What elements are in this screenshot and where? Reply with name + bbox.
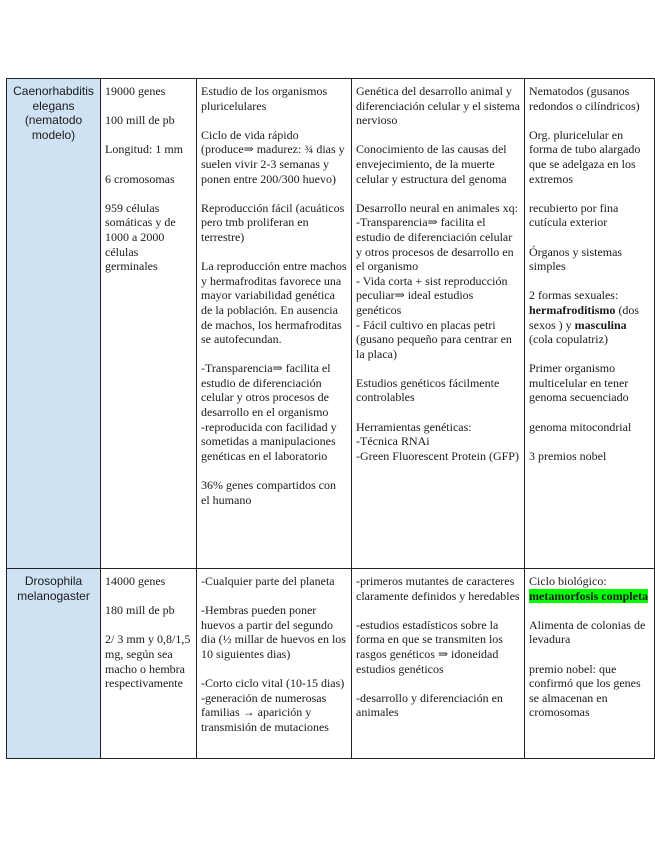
paragraph: Reproducción fácil (acuáticos pero tmb proliferan en terrestre) — [201, 200, 345, 244]
fact-pb: 100 mill de pb — [105, 113, 175, 128]
organism-name: Caenorhabditis elegans (nematodo modelo) — [13, 84, 94, 142]
advantages-cell — [197, 79, 352, 569]
paragraph: Órganos y sistemas simples — [529, 244, 623, 274]
paragraph: -Transparencia⇒ facilita el estudio de diferenciación celular y otros procesos de desarrollo en el organismo -reproducida con facilidad y sometidas a manipulaciones genéticas en el laboratorio — [201, 361, 337, 463]
characteristics-cell — [525, 569, 655, 759]
characteristics-cell — [525, 79, 655, 569]
fact-length: Longitud: 1 mm — [105, 142, 183, 157]
paragraph: Estudios genéticos fácilmente controlables — [356, 375, 500, 405]
paragraph: -Corto ciclo vital (10-15 dias) -generación de numerosas familias → aparición y transmisión de mutaciones — [201, 676, 345, 734]
fact-genes: 19000 genes — [105, 84, 166, 98]
table-row — [7, 569, 655, 759]
paragraph: Desarrollo neural en animales xq: -Transparencia⇒ facilita el estudio de diferenciación celular y otros procesos de desarrollo en el organismo - Vida corta + sist reproducción peculiar⇒ ideal estudios genéticos - Fácil cultivo en placas petri (gusano pequeño para centrar en la placa) — [356, 200, 518, 361]
paragraph: Org. pluricelular en forma de tubo alargado que se adelgaza en los extremos — [529, 127, 641, 186]
paragraph: 36% genes compartidos con el humano — [201, 478, 336, 507]
paragraph: -Hembras pueden poner huevos a partir del segundo dia (½ millar de huevos en los 10 siguientes dias) — [201, 603, 346, 661]
organism-name: Drosophila melanogaster — [17, 574, 90, 603]
paragraph-sexual-forms — [529, 288, 650, 346]
fact-chromosomes: 6 cromosomas — [105, 171, 175, 186]
research-cell — [352, 79, 525, 569]
paragraph: recubierto por fina cutícula exterior — [529, 200, 619, 230]
paragraph: -estudios estadísticos sobre la forma en que se transmiten los rasgos genéticos ⇒ idoneidad estudios genéticos — [356, 617, 503, 676]
fact-size: 2/ 3 mm y 0,8/1,5 mg, según sea macho o hembra respectivamente — [105, 632, 191, 691]
text: (cola copulatriz) — [529, 332, 608, 347]
highlighted-term: metamorfosis completa — [529, 588, 648, 603]
text: 2 formas sexuales: — [529, 288, 619, 303]
text: Ciclo biológico: — [529, 574, 607, 588]
paragraph: Alimenta de colonias de levadura — [529, 617, 646, 647]
paragraph: Primer organismo multicelular en tener genoma secuenciado — [529, 361, 629, 405]
bold-term: masculina — [574, 317, 627, 332]
paragraph: La reproducción entre machos y hermafroditas favorece una mayor variabilidad genética de la población. En ausencia de machos, los hermafroditas se autofecundan. — [201, 259, 347, 347]
text: (dos sexos ) y — [529, 302, 640, 332]
paragraph: -primeros mutantes de caracteres claramente definidos y heredables — [356, 574, 520, 603]
paragraph: Herramientas genéticas: -Técnica RNAi -Green Fluorescent Protein (GFP) — [356, 419, 519, 463]
paragraph-life-cycle — [529, 574, 650, 603]
fact-genes: 14000 genes — [105, 574, 166, 588]
paragraph: 3 premios nobel — [529, 448, 607, 463]
facts-cell — [101, 569, 197, 759]
bold-term: hermafroditismo — [529, 302, 616, 317]
fact-cells: 959 células somáticas y de 1000 a 2000 células germinales — [105, 200, 176, 274]
organism-cell — [7, 569, 101, 759]
paragraph: genoma mitocondrial — [529, 419, 632, 434]
organisms-table — [6, 78, 655, 759]
paragraph: Ciclo de vida rápido (produce⇒ madurez: ¾ dias y suelen vivir 2-3 semanas y ponen entre 200/300 huevo) — [201, 127, 345, 186]
paragraph: -Cualquier parte del planeta — [201, 574, 335, 588]
facts-cell — [101, 79, 197, 569]
advantages-cell — [197, 569, 352, 759]
table-row — [7, 79, 655, 569]
paragraph: -desarrollo y diferenciación en animales — [356, 690, 503, 720]
paragraph: Nematodos (gusanos redondos o cilíndricos) — [529, 84, 640, 113]
paragraph: Conocimiento de las causas del envejecimiento, de la muerte celular y estructura del genoma — [356, 142, 507, 186]
research-cell — [352, 569, 525, 759]
paragraph: Genética del desarrollo animal y diferenciación celular y el sistema nervioso — [356, 84, 520, 128]
organism-cell — [7, 79, 101, 569]
paragraph: premio nobel: que confirmó que los genes se almacenan en cromosomas — [529, 661, 641, 720]
paragraph: Estudio de los organismos pluricelulares — [201, 84, 328, 113]
fact-pb: 180 mill de pb — [105, 603, 175, 618]
